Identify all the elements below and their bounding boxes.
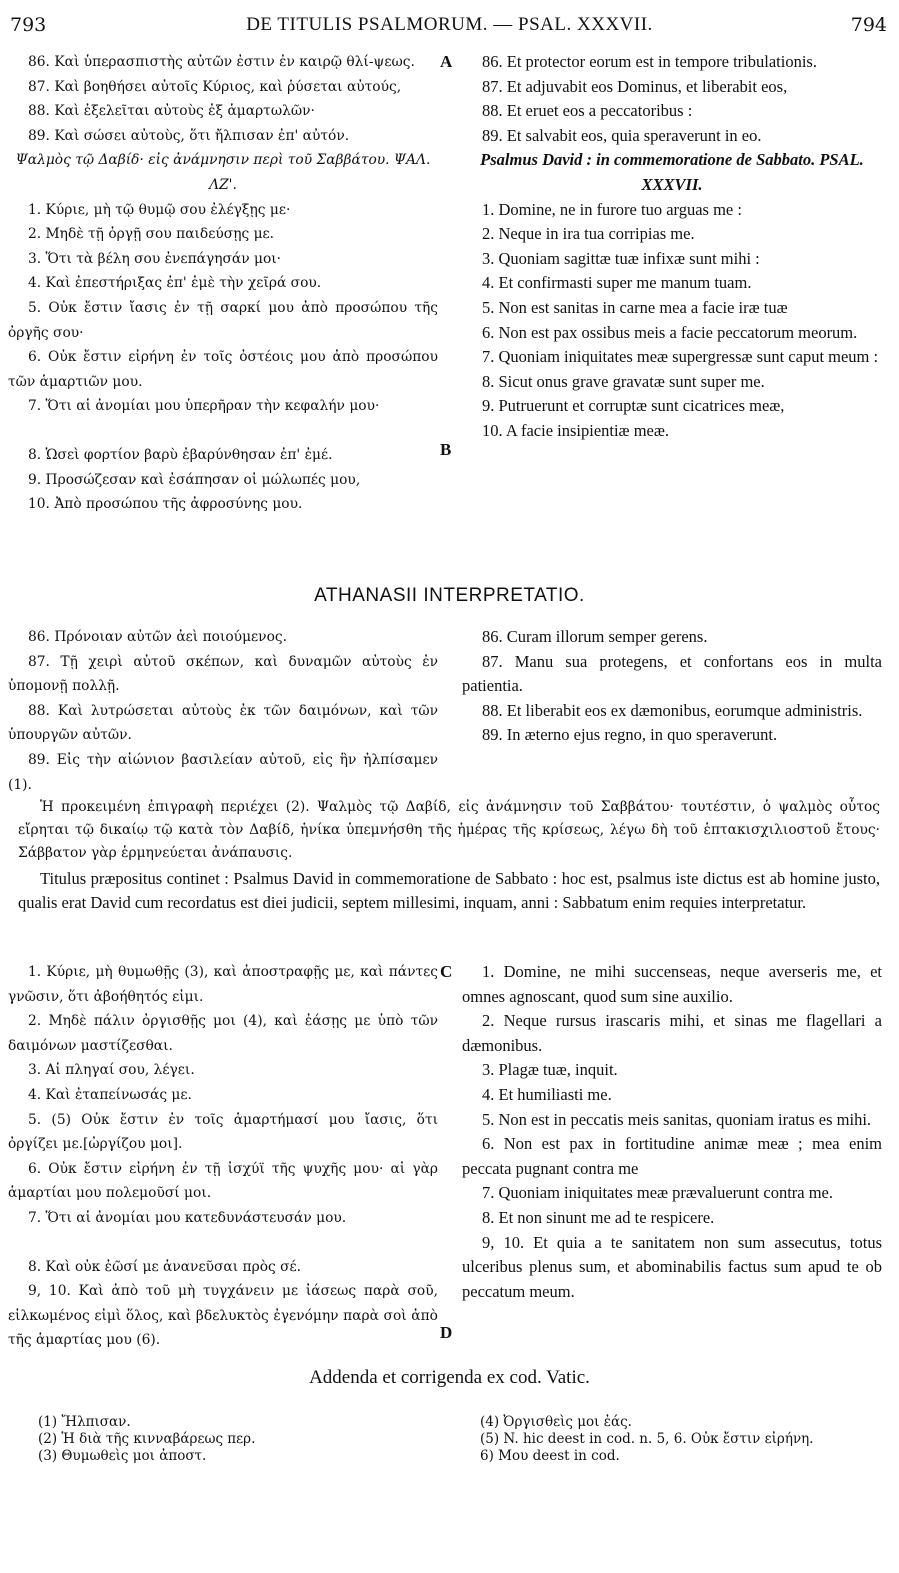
- section-title: ATHANASII INTERPRETATIO.: [314, 585, 585, 606]
- mid-latin-column: [462, 625, 882, 748]
- greek-verse: 88. Καὶ λυτρώσεται αὐτοὺς ἐκ τῶν δαιμόνων, καὶ τῶν ὑπουργῶν αὐτῶν.: [8, 702, 438, 744]
- latin-verse: 5. Non est in peccatis meis sanitas, quoniam iratus es mihi.: [482, 1109, 872, 1129]
- greek-verse: 1. Κύριε, μὴ θυμωθῇς (3), καὶ ἀποστραφῇς με, καὶ πάντες γνῶσιν, ὅτι ἀβοήθητός εἰμι.: [8, 964, 438, 1005]
- footnote: (2) Ἡ διὰ τῆς κινναβάρεως περ.: [38, 1431, 256, 1447]
- latin-verse: 7. Quoniam iniquitates meæ prævaluerunt contra me.: [482, 1183, 834, 1203]
- latin-verse: 1. Domine, ne mihi succenseas, neque averseris me, et omnes agnoscant, quod sum sine auxilio.: [462, 962, 882, 1006]
- latin-verse: 88. Et eruet eos a peccatoribus :: [482, 101, 693, 121]
- greek-verse: 8. Ὡσεὶ φορτίον βαρὺ ἐβαρύνθησαν ἐπ' ἐμέ.: [28, 446, 333, 463]
- greek-verse: 9. Προσώζεσαν καὶ ἐσάπησαν οἱ μώλωπές μου,: [28, 471, 361, 488]
- greek-verse: 2. Μηδὲ πάλιν ὀργισθῇς μοι (4), καὶ ἐάσῃς με ὑπὸ τῶν δαιμόνων μαστίζεσθαι.: [8, 1013, 438, 1054]
- notes-left: [38, 1414, 255, 1465]
- greek-psalm-title: Ψαλμὸς τῷ Δαβίδ· εἰς ἀνάμνησιν περὶ τοῦ Σαββάτου. ΨΑΛ. ΛΖ'.: [15, 152, 431, 193]
- footnote: (4) Ὀργισθεὶς μοι ἐάς.: [480, 1414, 632, 1430]
- top-greek-column: [8, 50, 438, 517]
- latin-verse: 88. Et liberabit eos ex dæmonibus, eorumque administris.: [482, 700, 863, 720]
- latin-verse: 8. Et non sinunt me ad te respicere.: [482, 1207, 715, 1227]
- latin-verse: 2. Neque rursus irascaris mihi, et sinas me flagellari a dæmonibus.: [462, 1011, 882, 1055]
- latin-verse: 86. Et protector eorum est in tempore tribulationis.: [482, 52, 817, 71]
- greek-verse: 89. Καὶ σώσει αὐτοὺς, ὅτι ἤλπισαν ἐπ' αὐτόν.: [28, 127, 350, 144]
- notes-right: [480, 1414, 814, 1465]
- latin-verse: 87. Et adjuvabit eos Dominus, et liberabit eos,: [482, 76, 788, 96]
- latin-verse: 6. Non est pax in fortitudine animæ meæ ; mea enim peccata pugnant contra me: [462, 1134, 882, 1178]
- footnote: (3) Θυμωθεὶς μοι ἀποστ.: [38, 1448, 207, 1464]
- greek-verse: 88. Καὶ ἐξελεῖται αὐτοὺς ἐξ ἁμαρτωλῶν·: [28, 103, 315, 120]
- greek-verse: 6. Οὐκ ἔστιν εἰρήνη ἐν τοῖς ὀστέοις μου ἀπὸ προσώπου τῶν ἁμαρτιῶν μου.: [8, 349, 438, 390]
- low-greek-column: [8, 960, 438, 1353]
- margin-marker-c: C: [440, 962, 453, 981]
- footnote: (1) Ἤλπισαν.: [38, 1414, 131, 1430]
- latin-verse: 89. Et salvabit eos, quia speraverunt in eo.: [482, 125, 762, 145]
- greek-verse: 9, 10. Καὶ ἀπὸ τοῦ μὴ τυγχάνειν με ἰάσεως παρὰ σοῦ, εἱλκωμένος εἰμὶ ὅλος, καὶ βδελυκτὸς ἐγενόμην παρὰ σοὶ ἀπὸ τῆς ἁμαρτίας μου (6).: [8, 1283, 438, 1349]
- margin-marker-d: D: [440, 1323, 453, 1342]
- running-title: DE TITULIS PSALMORUM. — PSAL. XXXVII.: [246, 14, 653, 35]
- top-latin-column: [462, 50, 882, 444]
- addenda-title: Addenda et corrigenda ex cod. Vatic.: [309, 1367, 590, 1388]
- margin-marker-b: B: [440, 440, 452, 459]
- greek-verse: 7. Ὅτι αἱ ἀνομίαι μου ὑπερῆραν τὴν κεφαλήν μου·: [28, 398, 380, 415]
- greek-verse: 6. Οὐκ ἔστιν εἰρήνη ἐν τῇ ἰσχύϊ τῆς ψυχῆς μου· αἱ γὰρ ἁμαρτίαι μου πολεμοῦσί μοι.: [8, 1160, 438, 1202]
- latin-verse: 87. Manu sua protegens, et confortans eos in multa patientia.: [462, 651, 882, 696]
- latin-verse: 4. Et humiliasti me.: [482, 1084, 612, 1104]
- mid-greek-column: [8, 625, 438, 797]
- latin-verse: 3. Plagæ tuæ, inquit.: [482, 1060, 618, 1080]
- greek-verse: 3. Αἱ πληγαί σου, λέγει.: [28, 1062, 195, 1079]
- latin-verse: 9. Putruerunt et corruptæ sunt cicatrices meæ,: [482, 396, 785, 416]
- latin-verse: 1. Domine, ne in furore tuo arguas me :: [482, 199, 742, 219]
- margin-marker-a: A: [440, 52, 453, 71]
- greek-verse: 4. Καὶ ἐταπείνωσάς με.: [28, 1086, 192, 1103]
- latin-verse: 2. Neque in ira tua corripias me.: [482, 224, 695, 244]
- commentary-latin: Titulus præpositus continet : Psalmus David in commemoratione de Sabbato : hoc est, psalmus iste dictus est ab homine justo, qualis erat David cum recordatus est diei judicii, septem millesimi, inquam, anni : Sabbatum enim requies interpretatur.: [18, 869, 880, 912]
- greek-verse: 87. Τῇ χειρὶ αὐτοῦ σκέπων, καὶ δυναμῶν αὐτοὺς ἐν ὑπομονῇ πολλῇ.: [8, 653, 438, 695]
- greek-verse: 7. Ὅτι αἱ ἀνομίαι μου κατεδυνάστευσάν μου.: [28, 1209, 347, 1226]
- greek-verse: 1. Κύριε, μὴ τῷ θυμῷ σου ἐλέγξῃς με·: [28, 201, 291, 218]
- low-latin-column: [462, 960, 882, 1304]
- latin-verse: 7. Quoniam iniquitates meæ supergressæ sunt caput meum :: [482, 347, 879, 367]
- latin-verse: 10. A facie insipientiæ meæ.: [482, 420, 669, 440]
- latin-verse: 6. Non est pax ossibus meis a facie peccatorum meorum.: [482, 322, 858, 342]
- greek-verse: 3. Ὅτι τὰ βέλη σου ἐνεπάγησάν μοι·: [28, 250, 282, 267]
- greek-verse: 10. Ἀπὸ προσώπου τῆς ἀφροσύνης μου.: [28, 496, 303, 513]
- commentary-block: [18, 796, 880, 914]
- page-number-right: 794: [850, 14, 887, 36]
- footnote: (5) N. hic deest in cod. n. 5, 6. Οὐκ ἔστιν εἰρήνη.: [480, 1431, 814, 1447]
- latin-psalm-title: Psalmus David : in commemoratione de Sabbato. PSAL. XXXVII.: [480, 150, 864, 194]
- greek-verse: 4. Καὶ ἐπεστήριξας ἐπ' ἐμὲ τὴν χεῖρά σου.: [28, 275, 322, 292]
- footnote: 6) Μου deest in cod.: [480, 1448, 620, 1464]
- greek-verse: 2. Μηδὲ τῇ ὀργῇ σου παιδεύσῃς με.: [28, 226, 275, 243]
- latin-verse: 86. Curam illorum semper gerens.: [482, 627, 708, 646]
- greek-verse: 5. (5) Οὐκ ἔστιν ἐν τοῖς ἁμαρτήμασί μου ἴασις, ὅτι ὀργίζει με.[ὠργίζου μοι].: [8, 1111, 438, 1153]
- page-number-left: 793: [10, 14, 47, 36]
- greek-verse: 86. Πρόνοιαν αὐτῶν ἀεὶ ποιούμενος.: [28, 629, 287, 645]
- greek-verse: 5. Οὐκ ἔστιν ἴασις ἐν τῇ σαρκί μου ἀπὸ προσώπου τῆς ὀργῆς σου·: [8, 299, 438, 341]
- greek-verse: 89. Εἰς τὴν αἰώνιον βασιλείαν αὐτοῦ, εἰς ἣν ἠλπίσαμεν (1).: [8, 751, 438, 793]
- latin-verse: 8. Sicut onus grave gravatæ sunt super me.: [482, 371, 765, 391]
- latin-verse: 3. Quoniam sagittæ tuæ infixæ sunt mihi :: [482, 248, 760, 268]
- latin-verse: 89. In æterno ejus regno, in quo speraverunt.: [482, 725, 778, 745]
- latin-verse: 9, 10. Et quia a te sanitatem non sum assecutus, totus ulceribus plenus sum, et abominabilis factus sum apud te ob peccatum meum.: [462, 1232, 882, 1301]
- greek-verse: 8. Καὶ οὐκ ἐῶσί με ἀνανεῦσαι πρὸς σέ.: [28, 1258, 302, 1275]
- commentary-greek: Ἡ προκειμένη ἐπιγραφὴ περιέχει (2). Ψαλμὸς τῷ Δαβίδ, εἰς ἀνάμνησιν τοῦ Σαββάτου· τουτέστιν, ὁ ψαλμὸς οὗτος εἴρηται τῷ δικαίῳ τῷ κατὰ τὸν Δαβίδ, ἡνίκα ὑπεμνήσθη τῆς ἡμέρας τῆς κρίσεως, λέγω δὴ τοῦ ἑπτακισχιλιοστοῦ ἔτους· Σάββατον γὰρ ἑρμηνεύεται ἀνάπαυσις.: [18, 799, 880, 861]
- greek-verse: 86. Καὶ ὑπερασπιστὴς αὐτῶν ἐστιν ἐν καιρῷ θλί-ψεως.: [28, 54, 415, 70]
- greek-verse: 87. Καὶ βοηθήσει αὐτοῖς Κύριος, καὶ ῥύσεται αὐτούς,: [28, 78, 402, 95]
- latin-verse: 4. Et confirmasti super me manum tuam.: [482, 273, 752, 293]
- latin-verse: 5. Non est sanitas in carne mea a facie iræ tuæ: [482, 297, 788, 317]
